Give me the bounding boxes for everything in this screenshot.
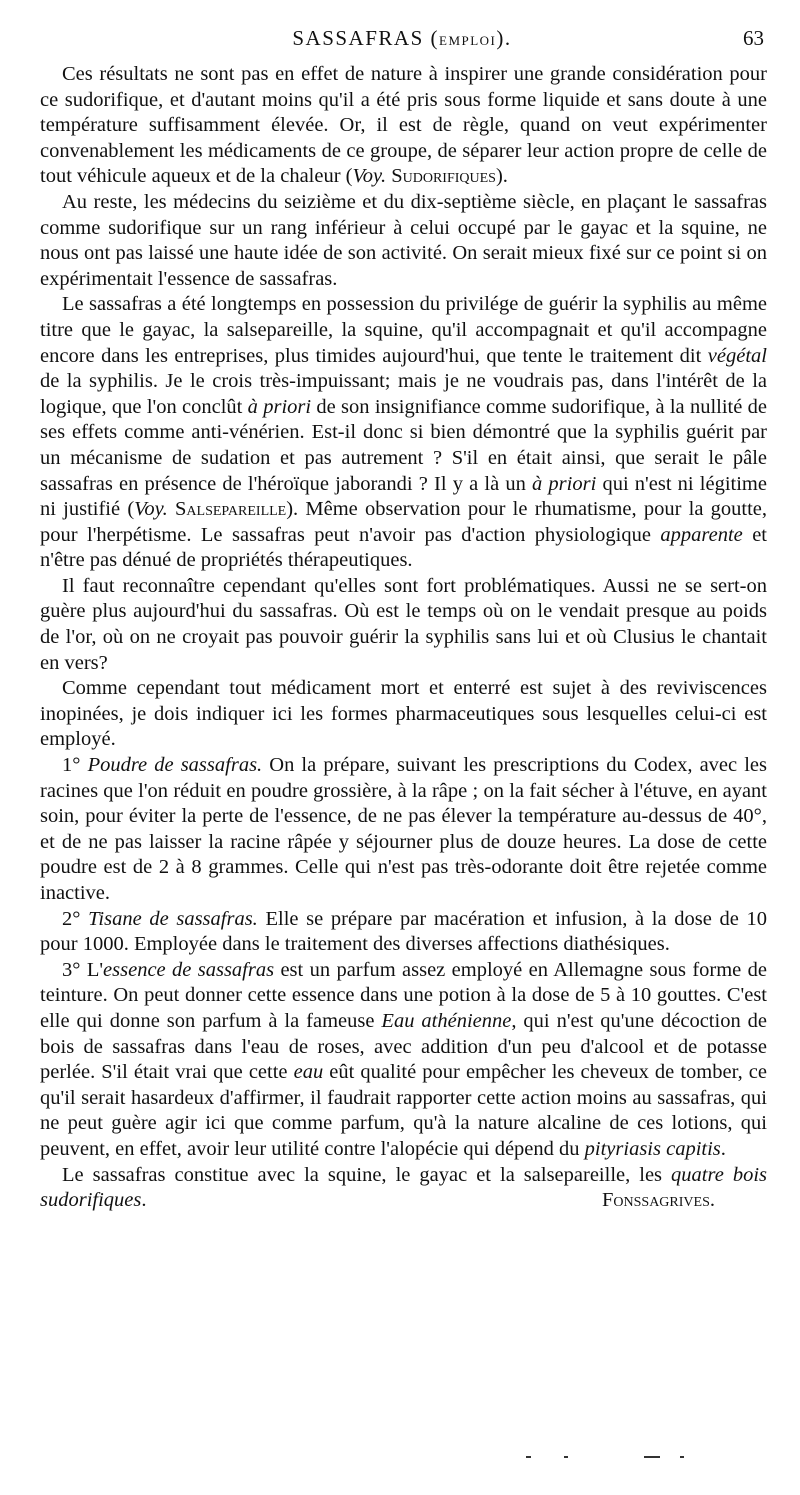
p9-text: Le sassafras constitue avec la squine, le gayac et la salsepareille, les [62, 1163, 672, 1186]
p3-text-m: et n'être pas dénué de propriétés thérapeutiques. [40, 523, 767, 572]
p3-text-a: Le sassafras a été longtemps en possession du privilége de guérir la syphilis au même titre que le gayac, la salsepareille, la squine, qu'il accompagnait et qu'il accompagne encore dans les entreprises, plus timides aujourd'hui, que tente le traitement dit [40, 293, 767, 367]
paragraph-6 [40, 753, 767, 907]
p1-end: ). [495, 165, 508, 188]
p3-text-e: de son insignifiance comme sudorifique, à la nullité de ses effets comme anti-vénérien. Est-il donc si bien démontré que la syphilis guérit par un mécanisme de sudation et pas autrement ? S'il en était ainsi, que serait le pâle sassafras en présence de l'héroïque jaborandi ? Il y a là un [40, 395, 767, 495]
p1-ref-sudorifiques: Sudorifiques [391, 165, 496, 188]
p3-ref-salsepareille: Salsepareille [175, 498, 287, 521]
paragraph-5: Comme cependant tout médicament mort et enterré est sujet à des reviviscences inopinées, je dois indiquer ici les formes pharmaceutiques sous lesquelles celui-ci est employé. [40, 677, 767, 751]
print-mark [680, 1456, 684, 1458]
paragraph-3 [40, 292, 767, 574]
p7-number: 2° [62, 907, 81, 930]
p3-text-k: ). Même observation pour le rhumatisme, pour la goutte, pour l'herpétisme. Le sassafras peut n'avoir pas d'action physiologique [40, 498, 768, 546]
p3-a-priori-1: à priori [247, 395, 312, 418]
p8-text-g: eût qualité pour empêcher les cheveux de tomber, ce qu'il serait hasardeux d'affirmer, il faudrait rapporter cette action moins au sassafras, qui ne peut guère agir ici que comme parfum, qu'à la nature alcaline de ces lotions, qui peuvent, en effet, avoir leur utilité contre l'alopécie qui dépend du [40, 1061, 768, 1160]
p3-a-priori-2: à priori [532, 472, 597, 495]
p6-text: On la prépare, suivant les prescriptions du Codex, avec les racines que l'on réduit en poudre grossière, à la râpe ; on la fait sécher à l'étuve, en ayant soin, pour éviter la perte de l'essence, de ne pas élever la température au-dessus de 40°, et de ne pas laisser la racine râpée y séjourner plus de douze heures. La dose de cette poudre est de 2 à 8 grammes. Celle qui n'est pas très-odorante doit être rejetée comme inactive. [40, 754, 767, 904]
running-title-paren-open: ( [430, 26, 439, 50]
p8-number: 3° [62, 958, 81, 981]
print-mark [564, 1456, 568, 1458]
running-title-sub: emploi [439, 29, 497, 50]
p7-text: Elle se prépare par macération et infusion, à la dose de 10 pour 1000. Employée dans le traitement des diverses affections diathésiques. [40, 907, 767, 956]
p7-title: Tisane de sassafras. [88, 907, 258, 930]
p8-text-c: est un parfum assez employé en Allemagne sous forme de teinture. On peut donner cette essence dans une potion à la dose de 5 à 10 gouttes. C'est elle qui donne son parfum à la fameuse [40, 958, 767, 1032]
running-head [40, 26, 764, 56]
p8-eau-athenienne: Eau athénienne [381, 1009, 512, 1032]
p8-text-e: , qui n'est qu'une décoction de bois de sassafras dans l'eau de roses, avec addition d'un peu d'alcool et de potasse perlée. S'il était vrai que cette [40, 1009, 767, 1084]
paragraph-7 [40, 907, 767, 958]
p9-quatre-bois: quatre bois sudorifiques [40, 1163, 767, 1212]
paragraph-9 [40, 1163, 767, 1214]
p8-apostrophe: L' [86, 958, 104, 981]
p3-apparente: apparente [660, 523, 743, 546]
page-number: 63 [743, 26, 764, 50]
paragraph-1 [40, 62, 767, 190]
p8-pityriasis: pityriasis capitis [584, 1137, 721, 1160]
print-mark [526, 1456, 531, 1458]
body-text [40, 62, 767, 1214]
p3-text-g: qui n'est ni légitime ni justifié ( [40, 472, 767, 521]
running-title-paren-close: ). [496, 26, 512, 50]
print-marks [520, 1456, 690, 1459]
p8-essence: essence de sassafras [103, 958, 275, 981]
running-title-main: SASSAFRAS [292, 26, 424, 50]
print-mark [644, 1456, 660, 1458]
p8-end: . [720, 1137, 726, 1160]
paragraph-8 [40, 958, 767, 1163]
p9-end: . [141, 1189, 147, 1212]
p8-eau: eau [293, 1061, 324, 1084]
p6-number: 1° [62, 754, 81, 777]
p3-vegetal: végétal [707, 344, 767, 367]
p1-voy: Voy. [352, 165, 387, 188]
p6-title: Poudre de sassafras. [87, 754, 263, 777]
p3-voy: Voy. [134, 498, 168, 521]
p3-space [168, 498, 175, 520]
author-signature: Fonssagrives. [602, 1189, 715, 1212]
paragraph-2: Au reste, les médecins du seizième et du dix-septième siècle, en plaçant le sassafras comme sudorifique sur un rang inférieur à celui occupé par le gayac et la squine, ne nous ont pas laissé une haute idée de son activité. On serait mieux fixé sur ce point si on expérimentait l'essence de sassafras. [40, 190, 767, 290]
p3-text-c: de la syphilis. Je le crois très-impuissant; mais je ne voudrais pas, dans l'intérêt de la logique, que l'on conclût [40, 370, 767, 418]
paragraph-4: Il faut reconnaître cependant qu'elles sont fort problématiques. Aussi ne se sert-on guère plus aujourd'hui du sassafras. Où est le temps où on le vendait presque au poids de l'or, où on ne croyait pas pouvoir guérir la syphilis sans lui et où Clusius le chantait en vers? [40, 574, 767, 674]
running-title [40, 26, 764, 51]
p1-text: Ces résultats ne sont pas en effet de nature à inspirer une grande considération pour ce sudorifique, et d'autant moins qu'il a été pris sous forme liquide et sans doute à une température suffisamment élevée. Or, il est de règle, quand on veut expérimenter convenablement les médicaments de ce groupe, de séparer leur action propre de celle de tout véhicule aqueux et de la chaleur ( [40, 63, 767, 188]
